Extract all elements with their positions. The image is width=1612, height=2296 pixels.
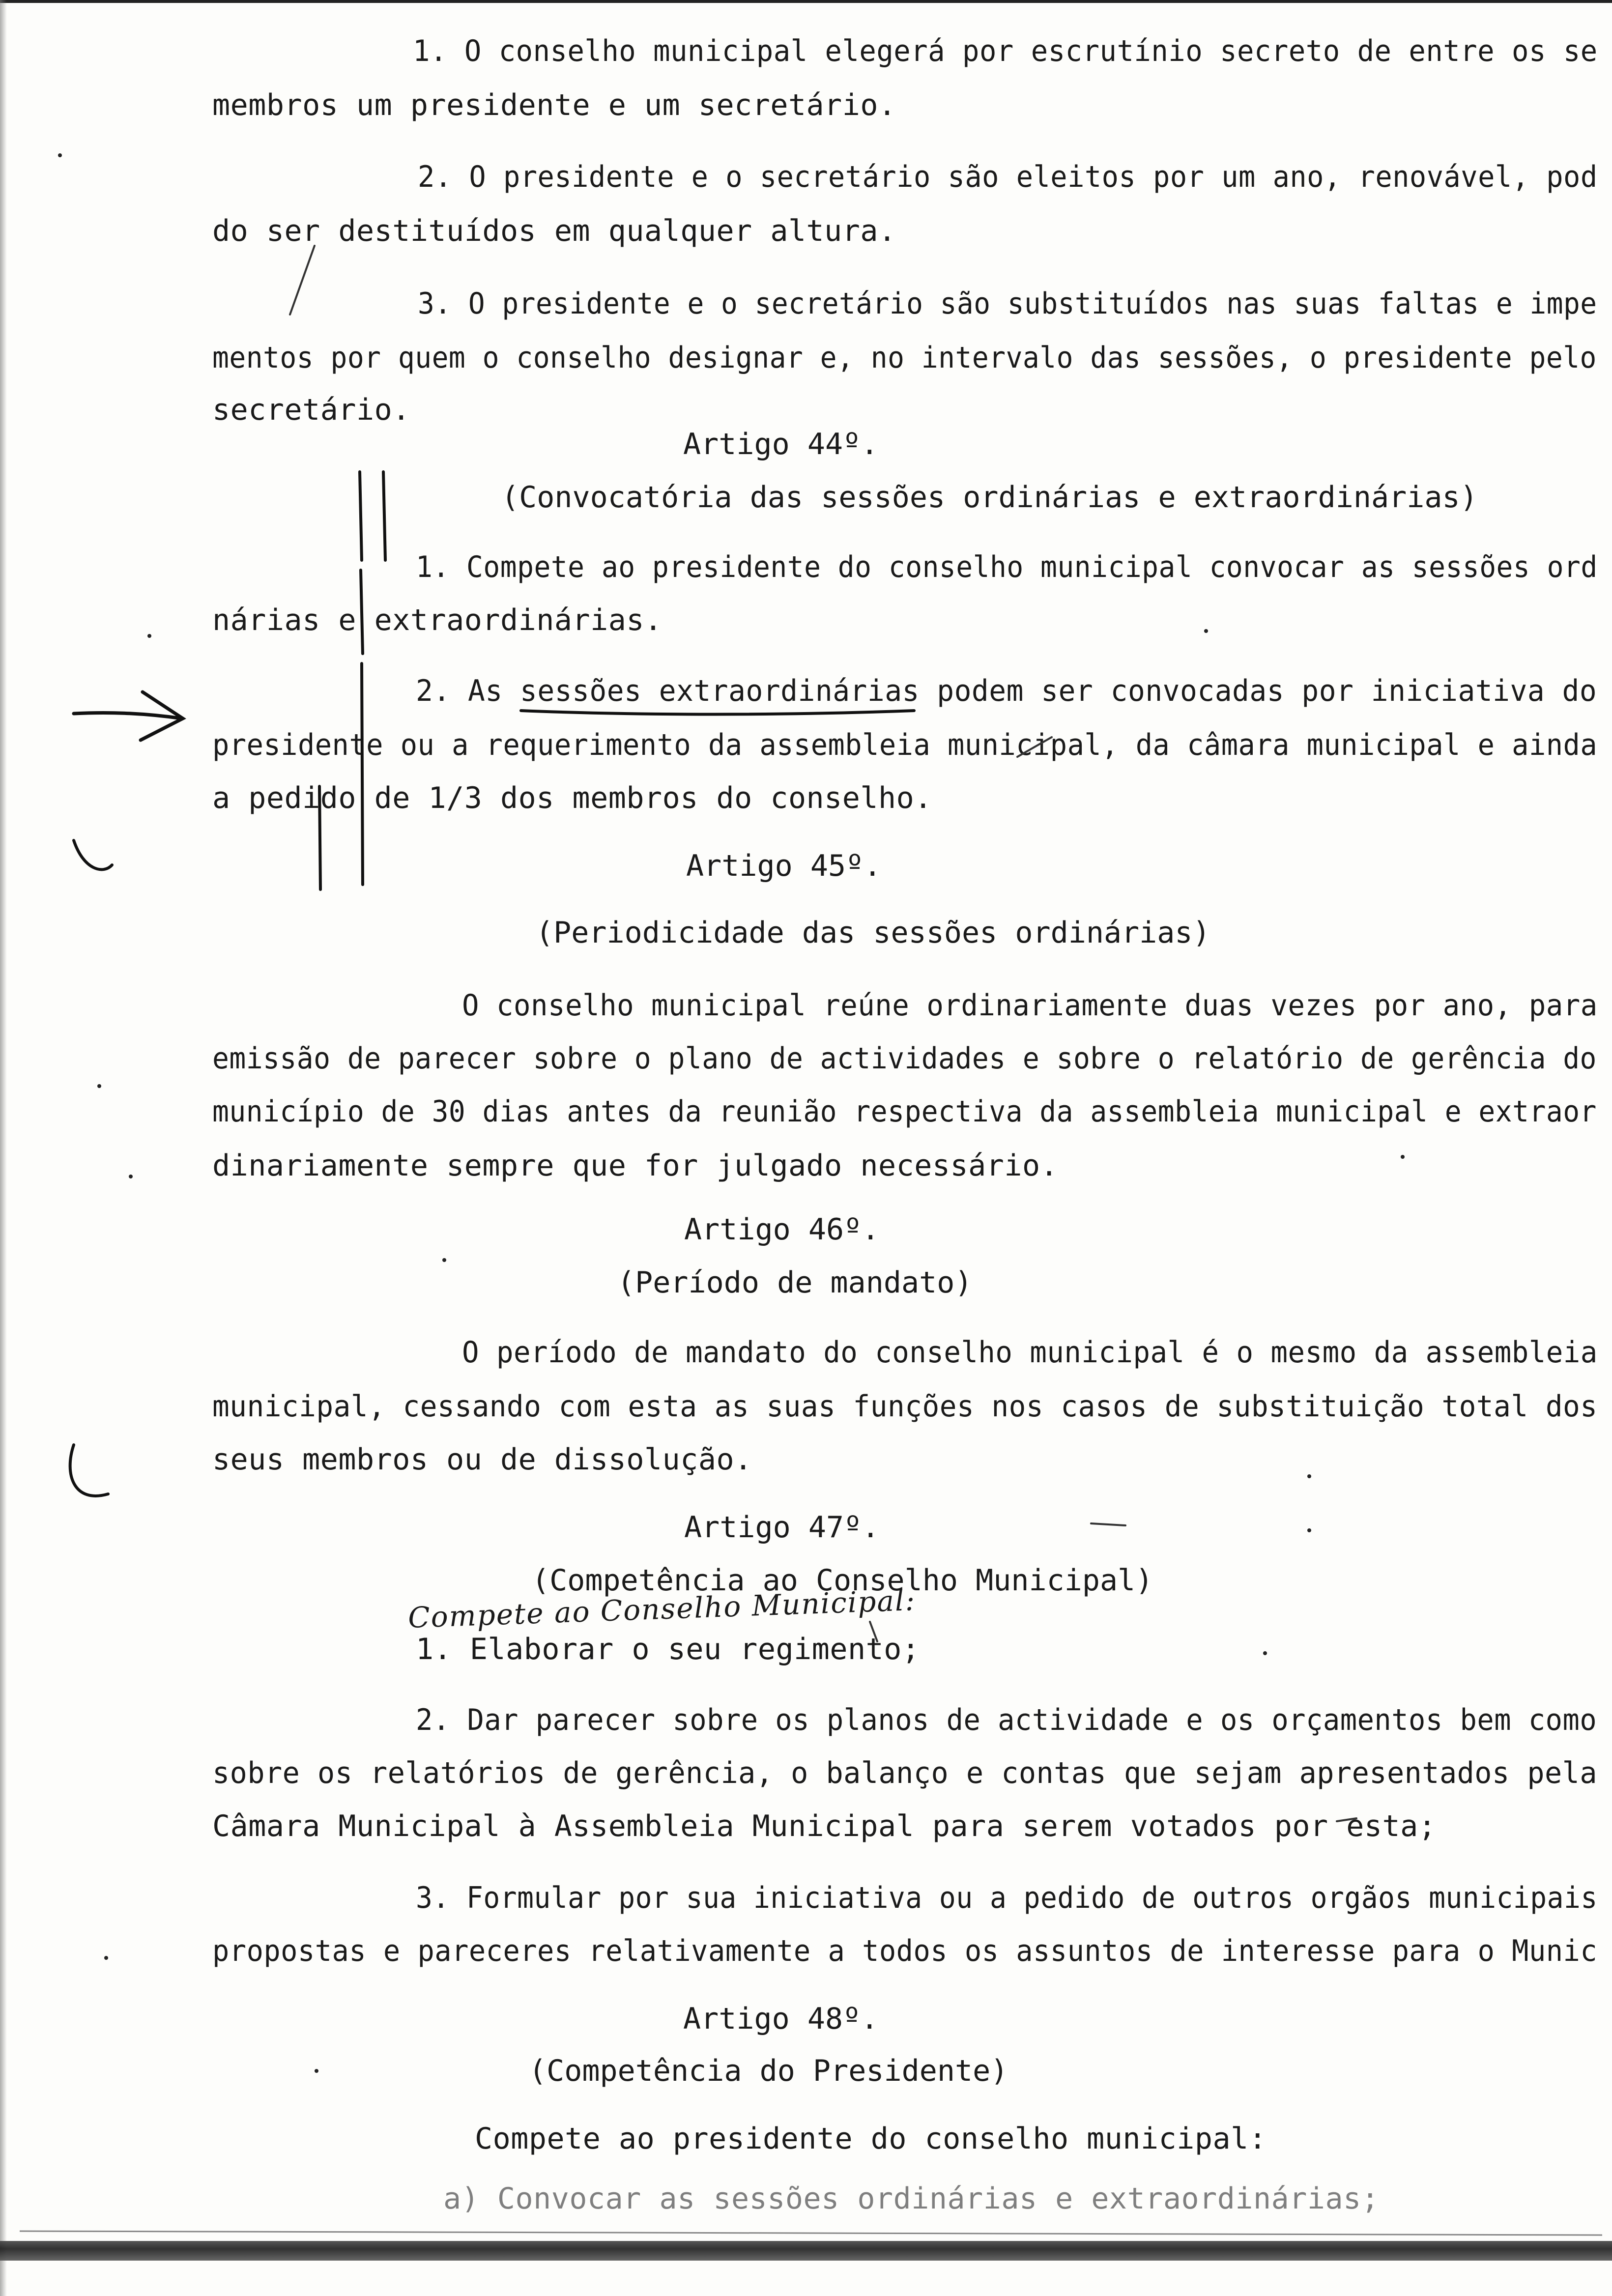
- scan-speck: [315, 2069, 318, 2073]
- body-line: 2. Dar parecer sobre os planos de actividade e os orçamentos bem como: [416, 1703, 1597, 1737]
- article-heading: Artigo 46º.: [684, 1212, 880, 1247]
- article-heading: Artigo 47º.: [684, 1510, 880, 1545]
- body-line: propostas e pareceres relativamente a todos os assuntos de interesse para o Munic: [212, 1934, 1598, 1968]
- body-line: presidente ou a requerimento da assembleia municipal, da câmara municipal e ainda: [212, 728, 1598, 762]
- underline-mark: [521, 711, 914, 715]
- article-heading: Artigo 45º.: [686, 849, 882, 883]
- body-line: dinariamente sempre que for julgado necessário.: [212, 1148, 1059, 1183]
- scan-speck: [58, 153, 62, 157]
- body-line: 3. O presidente e o secretário são substituídos nas suas faltas e impe: [418, 287, 1597, 321]
- scan-speck: [147, 634, 151, 638]
- body-line: 1. O conselho municipal elegerá por escrutínio secreto de entre os se: [413, 34, 1598, 68]
- handwritten-annotation: Compete ao Conselho Municipal:: [407, 1583, 917, 1635]
- body-line: a) Convocar as sessões ordinárias e extraordinárias;: [443, 2181, 1380, 2216]
- scan-speck: [1401, 1155, 1405, 1159]
- body-line: O período de mandato do conselho municipal é o mesmo da assembleia: [462, 1335, 1598, 1370]
- article-subtitle: (Convocatória das sessões ordinárias e extraordinárias): [501, 480, 1478, 515]
- article-heading: Artigo 44º.: [683, 427, 879, 461]
- body-line: município de 30 dias antes da reunião respectiva da assembleia municipal e extraor: [212, 1094, 1597, 1129]
- article-subtitle: (Competência ao Conselho Municipal): [532, 1563, 1153, 1598]
- body-line: emissão de parecer sobre o plano de actividades e sobre o relatório de gerência do: [212, 1041, 1597, 1076]
- body-line: 2. As sessões extraordinárias podem ser convocadas por iniciativa do: [416, 674, 1597, 708]
- body-line: municipal, cessando com esta as suas funções nos casos de substituição total dos: [212, 1389, 1598, 1424]
- article-subtitle: (Período de mandato): [617, 1265, 973, 1300]
- body-line: 1. Compete ao presidente do conselho municipal convocar as sessões ord: [416, 550, 1598, 584]
- body-line: secretário.: [212, 393, 410, 427]
- margin-bracket-mark: [70, 840, 112, 1496]
- scan-speck: [1204, 629, 1208, 633]
- article-subtitle: (Competência do Presidente): [529, 2054, 1008, 2088]
- body-line: do ser destituídos em qualquer altura.: [212, 214, 896, 248]
- body-line: sobre os relatórios de gerência, o balanço e contas que sejam apresentados pela: [212, 1756, 1598, 1790]
- article-subtitle: (Periodicidade das sessões ordinárias): [536, 916, 1210, 950]
- article-heading: Artigo 48º.: [683, 2002, 879, 2036]
- divider-line: [20, 2231, 1602, 2235]
- body-line: membros um presidente e um secretário.: [212, 88, 896, 122]
- body-line: mentos por quem o conselho designar e, no intervalo das sessões, o presidente pelo: [212, 341, 1597, 375]
- body-line: O conselho municipal reúne ordinariamente duas vezes por ano, para: [462, 988, 1598, 1023]
- body-line: 2. O presidente e o secretário são eleitos por um ano, renovável, pod: [418, 160, 1598, 194]
- body-line: a pedido de 1/3 dos membros do conselho.: [212, 781, 932, 815]
- body-line: 1. Elaborar o seu regimento;: [416, 1632, 920, 1666]
- body-line: Compete ao presidente do conselho municipal:: [475, 2122, 1267, 2156]
- scan-speck: [1263, 1651, 1267, 1655]
- body-line: nárias e extraordinárias.: [212, 603, 662, 637]
- scan-speck: [442, 1258, 446, 1262]
- body-line: Câmara Municipal à Assembleia Municipal para serem votados por esta;: [212, 1809, 1437, 1843]
- scan-speck: [1307, 1474, 1311, 1478]
- body-line: 3. Formular por sua iniciativa ou a pedido de outros orgãos municipais: [416, 1881, 1598, 1915]
- scan-speck: [1307, 1528, 1311, 1532]
- body-line: seus membros ou de dissolução.: [212, 1442, 752, 1477]
- scan-speck: [104, 1956, 108, 1960]
- scan-speck: [129, 1175, 133, 1178]
- page-bottom-border: [0, 2241, 1612, 2261]
- margin-bar-mark: [319, 472, 385, 890]
- arrow-mark: [74, 692, 183, 740]
- pencil-mark: [290, 246, 1356, 1821]
- scan-speck: [97, 1084, 101, 1088]
